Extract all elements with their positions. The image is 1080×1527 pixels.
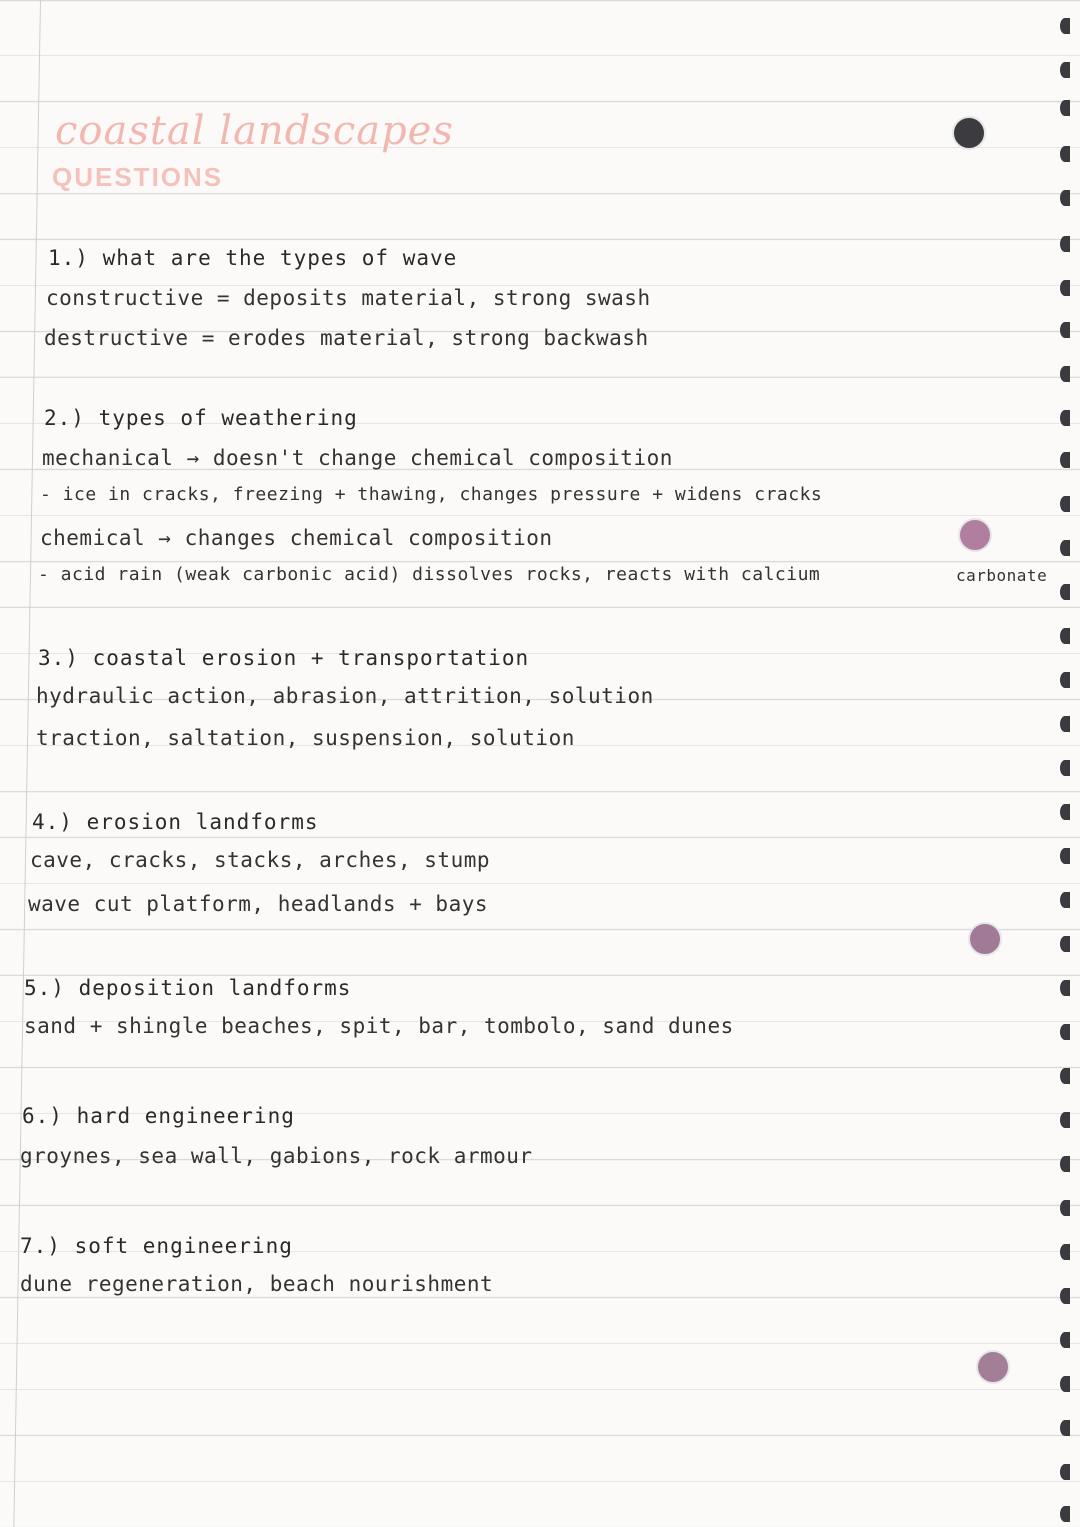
punch-hole (976, 1350, 1010, 1384)
page-subtitle: QUESTIONS (52, 162, 224, 192)
question-heading: 2.) types of weathering (44, 406, 358, 430)
answer-line: carbonate (956, 566, 1048, 585)
punch-hole (952, 116, 986, 150)
margin-line (13, 0, 41, 1527)
answer-line: hydraulic action, abrasion, attrition, solution (36, 684, 654, 708)
answer-line: constructive = deposits material, strong swash (46, 286, 651, 310)
question-heading: 1.) what are the types of wave (48, 246, 458, 270)
answer-line: - ice in cracks, freezing + thawing, changes pressure + widens cracks (40, 484, 823, 505)
answer-line: traction, saltation, suspension, solution (36, 726, 575, 750)
answer-line: - acid rain (weak carbonic acid) dissolves rocks, reacts with calcium (38, 564, 821, 585)
answer-line: destructive = erodes material, strong backwash (44, 326, 649, 350)
answer-line: dune regeneration, beach nourishment (20, 1272, 494, 1296)
question-heading: 4.) erosion landforms (32, 810, 319, 834)
punch-hole (968, 922, 1002, 956)
page-title: coastal landscapes (55, 108, 454, 154)
question-heading: 7.) soft engineering (20, 1234, 293, 1258)
answer-line: wave cut platform, headlands + bays (28, 892, 489, 916)
punch-hole (958, 518, 992, 552)
answer-line: chemical → changes chemical composition (40, 526, 553, 550)
answer-line: groynes, sea wall, gabions, rock armour (20, 1144, 533, 1168)
question-heading: 3.) coastal erosion + transportation (38, 646, 530, 670)
spiral-binding (1052, 0, 1070, 1527)
question-heading: 6.) hard engineering (22, 1104, 295, 1128)
answer-line: mechanical → doesn't change chemical composition (42, 446, 673, 470)
answer-line: cave, cracks, stacks, arches, stump (30, 848, 491, 872)
answer-line: sand + shingle beaches, spit, bar, tombolo, sand dunes (24, 1014, 734, 1038)
question-heading: 5.) deposition landforms (24, 976, 352, 1000)
